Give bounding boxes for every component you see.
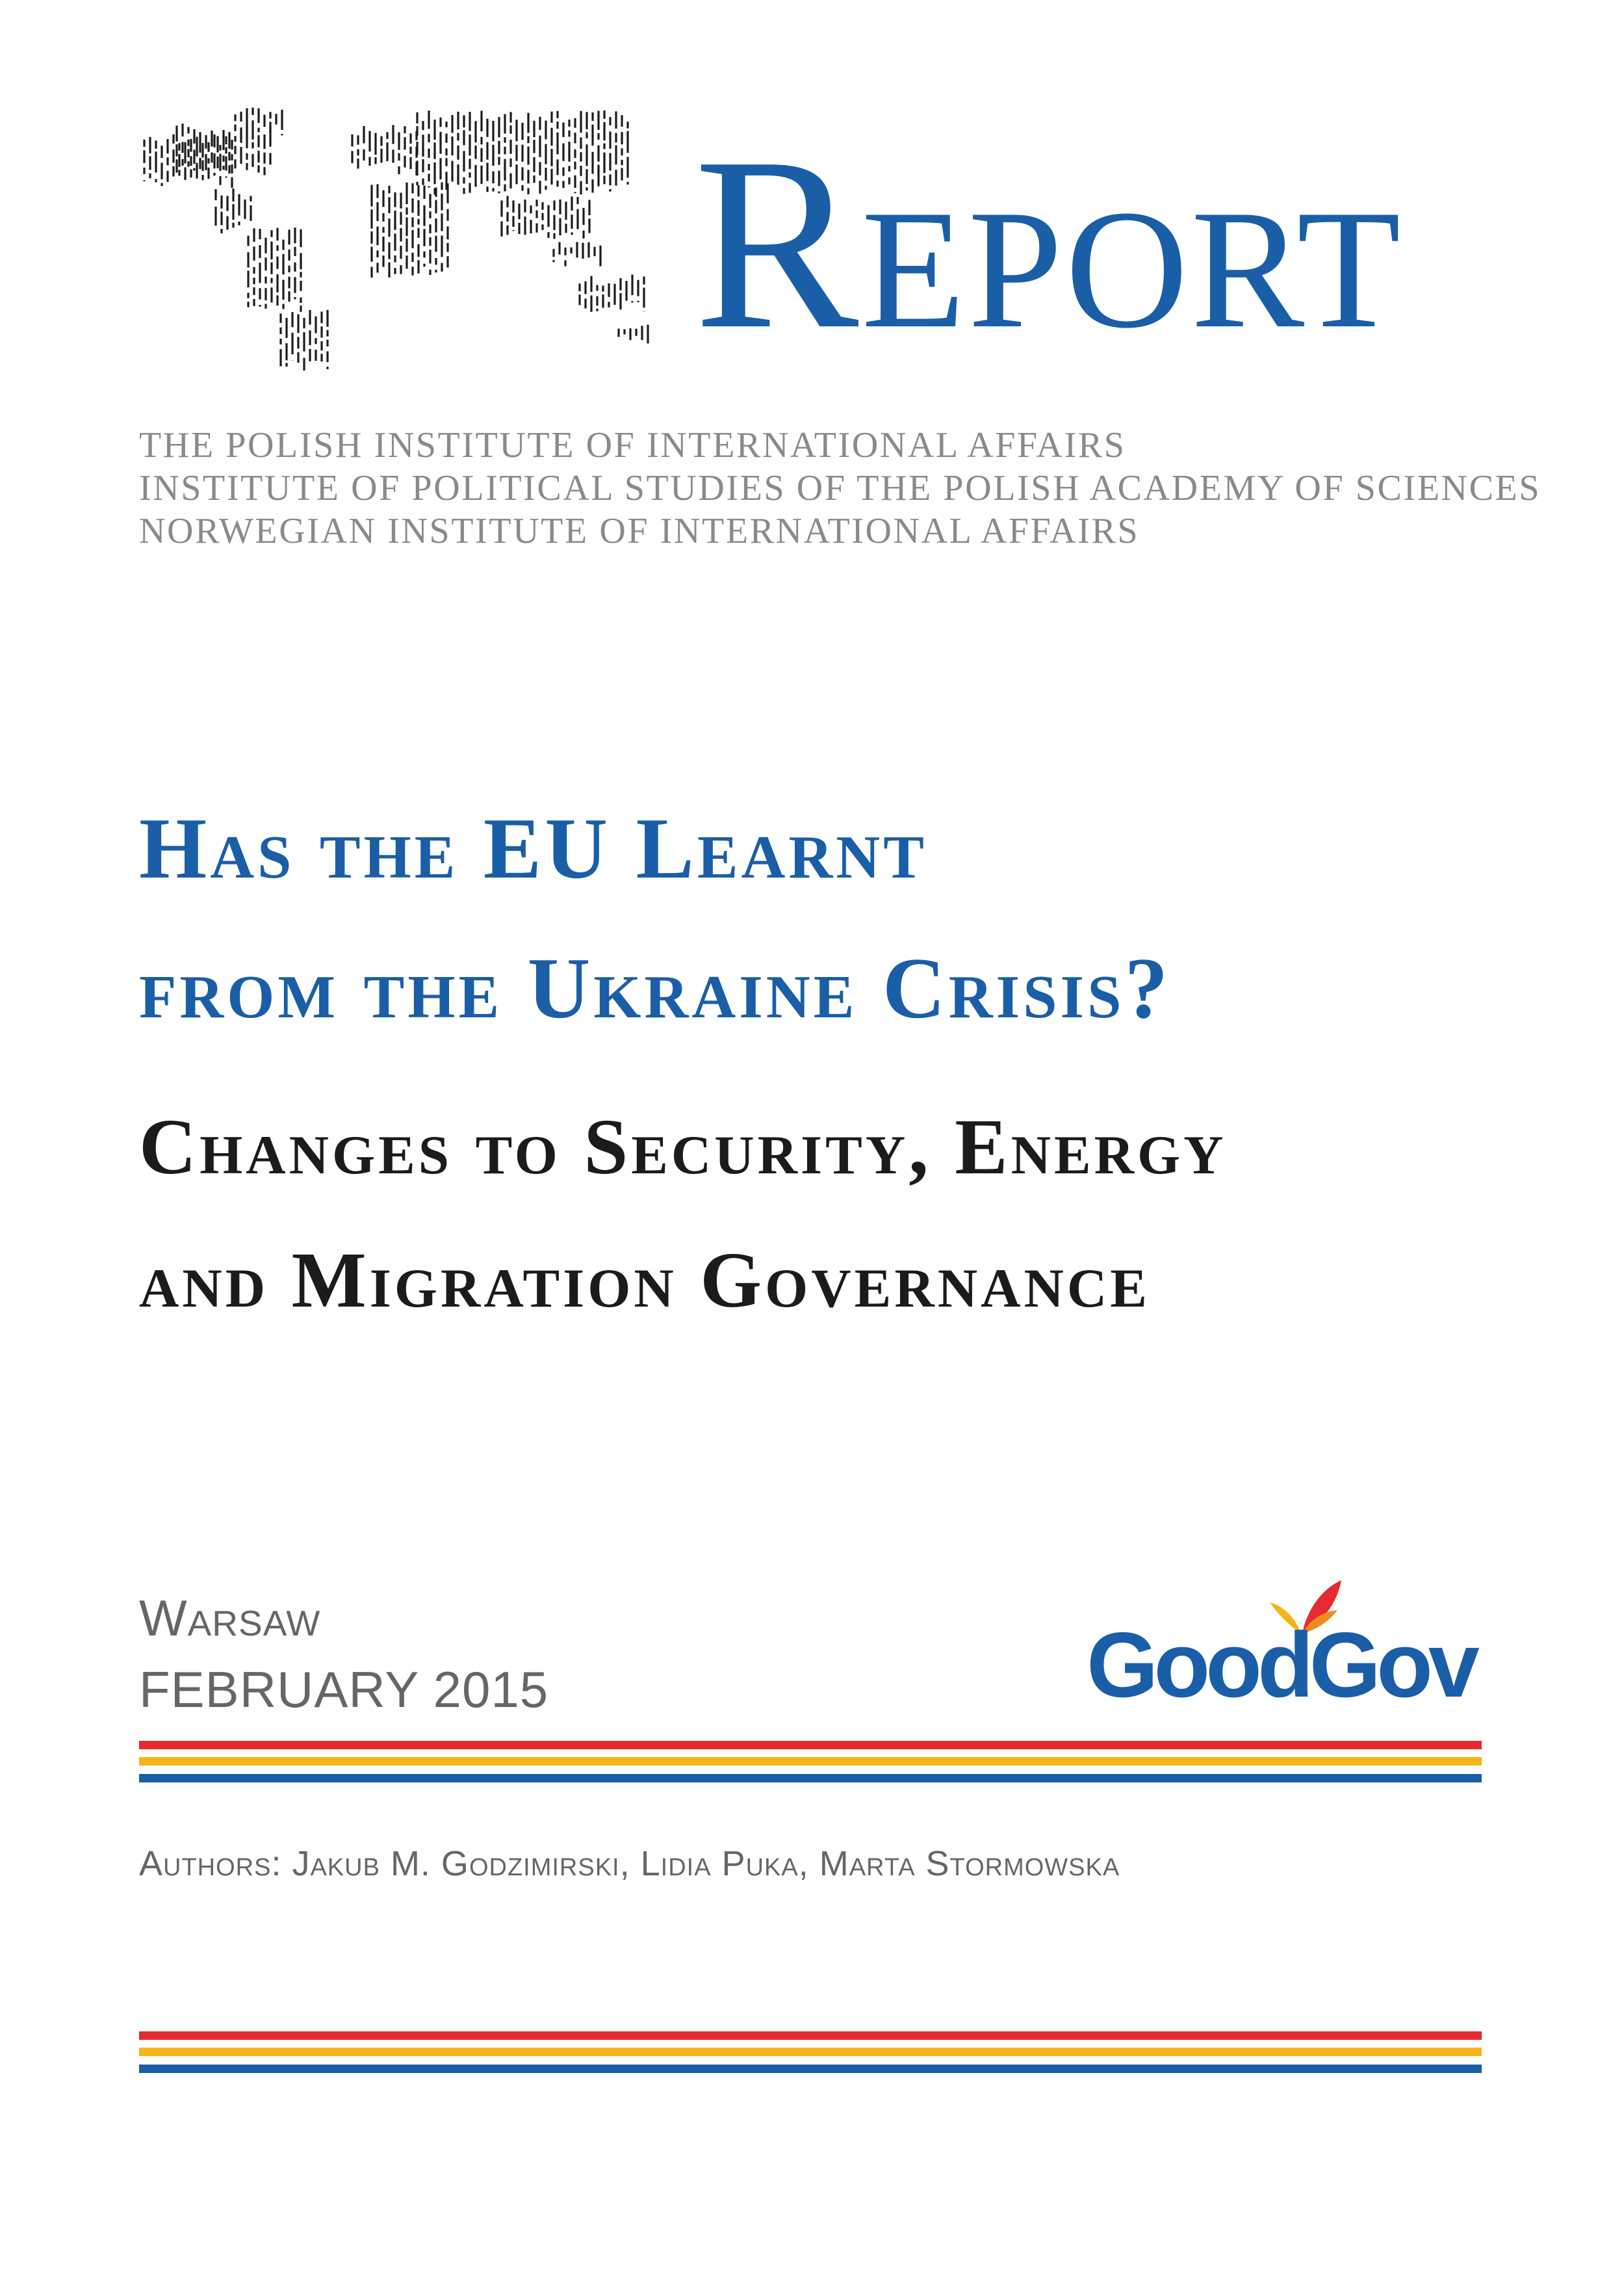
report-heading-rest: EPORT <box>861 175 1404 363</box>
report-heading <box>694 107 1513 380</box>
institution-line-2: INSTITUTE OF POLITICAL STUDIES OF THE POLISH ACADEMY OF SCIENCES <box>139 468 1541 508</box>
goodgov-logo <box>1087 1576 1502 1716</box>
title-line-1: Has the EU Learnt <box>139 800 927 896</box>
title-line-2: from the Ukraine Crisis? <box>139 940 1172 1036</box>
institution-line-1: THE POLISH INSTITUTE OF INTERNATIONAL AFFAIRS <box>139 425 1126 465</box>
stripe-red <box>139 1741 1482 1749</box>
goodgov-logo-text: GoodGov <box>1087 1613 1475 1717</box>
world-map-logo-icon <box>138 98 658 384</box>
subtitle-line-2: and Migration Governance <box>139 1236 1150 1324</box>
stripe-yellow <box>139 2048 1482 2056</box>
stripes-divider-bottom <box>139 2031 1482 2074</box>
authors-line: Authors: Jakub M. Godzimirski, Lidia Puka, Marta Stormowska <box>139 1844 1120 1883</box>
subtitle-line-1: Changes to Security, Energy <box>139 1103 1227 1191</box>
report-heading-text: R <box>694 107 862 380</box>
stripe-blue <box>139 2065 1482 2073</box>
stripe-yellow <box>139 1757 1482 1766</box>
institution-line-3: NORWEGIAN INSTITUTE OF INTERNATIONAL AFFAIRS <box>139 511 1140 551</box>
stripe-red <box>139 2031 1482 2040</box>
publication-date: FEBRUARY 2015 <box>139 1661 549 1718</box>
publication-place: Warsaw <box>139 1589 321 1647</box>
stripe-blue <box>139 1774 1482 1782</box>
stripes-divider-top <box>139 1741 1482 1784</box>
